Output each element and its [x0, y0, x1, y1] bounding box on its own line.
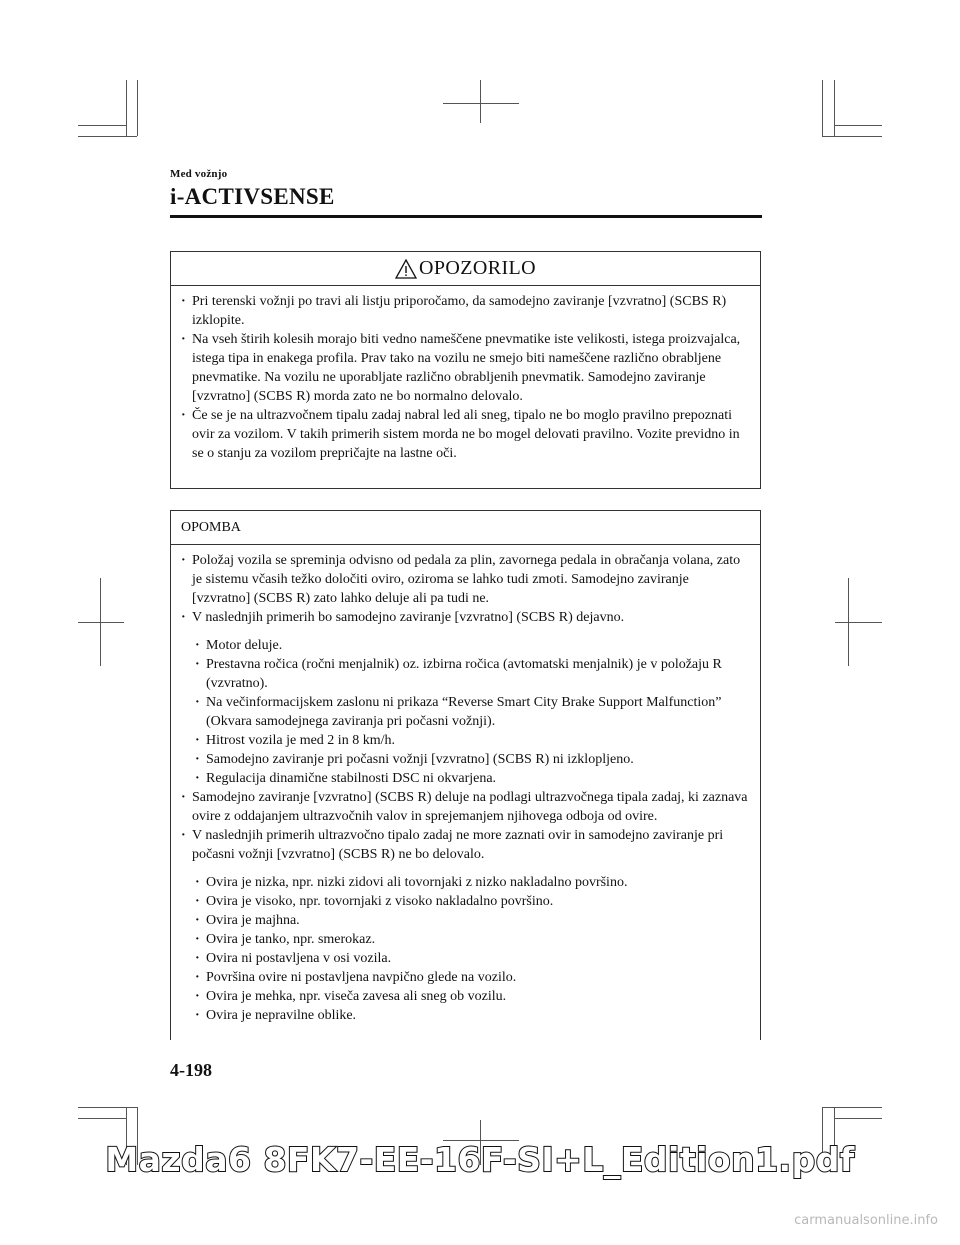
note-subitem: · Hitrost vozila je med 2 in 8 km/h.	[195, 731, 750, 750]
warning-list	[171, 286, 760, 463]
crop-mark	[126, 80, 127, 136]
crop-mark	[78, 1107, 137, 1108]
crop-mark	[78, 136, 137, 137]
note-subitem: · Ovira je nepravilne oblike.	[195, 1006, 750, 1025]
crop-mark	[443, 103, 519, 104]
crop-mark	[78, 622, 124, 623]
crop-mark	[78, 1118, 126, 1119]
note-subitem: · Prestavna ročica (ročni menjalnik) oz. izbirna ročica (avtomatski menjalnik) je v položaju R (vzvratno).	[195, 655, 750, 693]
note-title: OPOMBA	[181, 519, 241, 535]
note-item: · V naslednjih primerih ultrazvočno tipalo zadaj ne more zaznati ovir in samodejno zaviranje pri počasni vožnji [vzvratno] (SCBS R) ne bo delovalo.	[181, 826, 750, 864]
warning-item: · Pri terenski vožnji po travi ali listju priporočamo, da samodejno zaviranje [vzvratno] (SCBS R) izklopite.	[181, 292, 750, 330]
crop-mark	[835, 622, 882, 623]
note-subitem: · Ovira je tanko, npr. smerokaz.	[195, 930, 750, 949]
crop-mark	[834, 1118, 882, 1119]
note-subitem: · Motor deluje.	[195, 636, 750, 655]
note-box	[170, 510, 761, 1040]
note-subitem: · Regulacija dinamične stabilnosti DSC ni okvarjena.	[195, 769, 750, 788]
note-item: · Samodejno zaviranje [vzvratno] (SCBS R) deluje na podlagi ultrazvočnega tipala zadaj, ki zaznava ovire z oddajanjem ultrazvočnih valov in sprejemanjem njihovega odboja od ovire.	[181, 788, 750, 826]
note-subitem: · Samodejno zaviranje pri počasni vožnji [vzvratno] (SCBS R) ni izklopljeno.	[195, 750, 750, 769]
crop-mark	[822, 1107, 882, 1108]
note-subitem: · Ovira je majhna.	[195, 911, 750, 930]
crop-mark	[480, 80, 481, 123]
warning-item: · Če se je na ultrazvočnem tipalu zadaj nabral led ali sneg, tipalo ne bo moglo pravilno prepoznati ovir za vozilom. V takih primerih sistem morda ne bo mogel delovati pravilno. Vozite previdno in se o stanju za vozilom prepričajte na lastne oči.	[181, 406, 750, 463]
page-number: 4-198	[170, 1060, 212, 1080]
note-list	[171, 545, 760, 1025]
crop-mark	[834, 125, 882, 126]
note-subitem: · Površina ovire ni postavljena navpično glede na vozilo.	[195, 968, 750, 987]
site-watermark: carmanualsonline.info	[794, 1213, 938, 1228]
crop-mark	[137, 80, 138, 136]
title-rule	[170, 215, 762, 218]
crop-mark	[822, 80, 823, 136]
section-subtitle: Med vožnjo	[170, 168, 228, 180]
note-subitem: · Ovira je nizka, npr. nizki zidovi ali tovornjaki z nizko nakladalno površino.	[195, 873, 750, 892]
warning-triangle-icon	[395, 259, 417, 279]
note-header	[171, 511, 760, 545]
crop-mark	[834, 80, 835, 136]
note-subitem: · Ovira je mehka, npr. viseča zavesa ali sneg ob vozilu.	[195, 987, 750, 1006]
warning-header	[171, 252, 760, 286]
crop-mark	[822, 136, 882, 137]
warning-title: OPOZORILO	[419, 257, 536, 279]
note-item: · Položaj vozila se spreminja odvisno od pedala za plin, zavornega pedala in obračanja volana, zato je sistemu včasih težko določiti oviro, oziroma se lahko tudi zmoti. Samodejno zaviranje [vzvratno] (SCBS R) zato lahko deluje ali pa tudi ne.	[181, 551, 750, 608]
pdf-filename-banner: Mazda6 8FK7-EE-16F-SI+L_Edition1.pdf	[105, 1140, 855, 1179]
note-subitem: · Ovira je visoko, npr. tovornjaki z visoko nakladalno površino.	[195, 892, 750, 911]
crop-mark	[78, 125, 126, 126]
note-item: · V naslednjih primerih bo samodejno zaviranje [vzvratno] (SCBS R) dejavno.	[181, 608, 750, 627]
note-subitem: · Na večinformacijskem zaslonu ni prikaza “Reverse Smart City Brake Support Malfunction” (Okvara samodejnega zaviranja pri počasni vožnji).	[195, 693, 750, 731]
note-subitem: · Ovira ni postavljena v osi vozila.	[195, 949, 750, 968]
warning-item: · Na vseh štirih kolesih morajo biti vedno nameščene pnevmatike iste velikosti, istega proizvajalca, istega tipa in enakega profila. Prav tako na vozilu ne smejo biti nameščene različno obrabljene pnevmatike. Na vozilu ne uporabljate različno obrabljenih pnevmatik. Samodejno zaviranje [vzvratno] (SCBS R) morda zato ne bo normalno delovalo.	[181, 330, 750, 406]
page-title: i-ACTIVSENSE	[170, 184, 335, 209]
warning-box	[170, 251, 761, 489]
